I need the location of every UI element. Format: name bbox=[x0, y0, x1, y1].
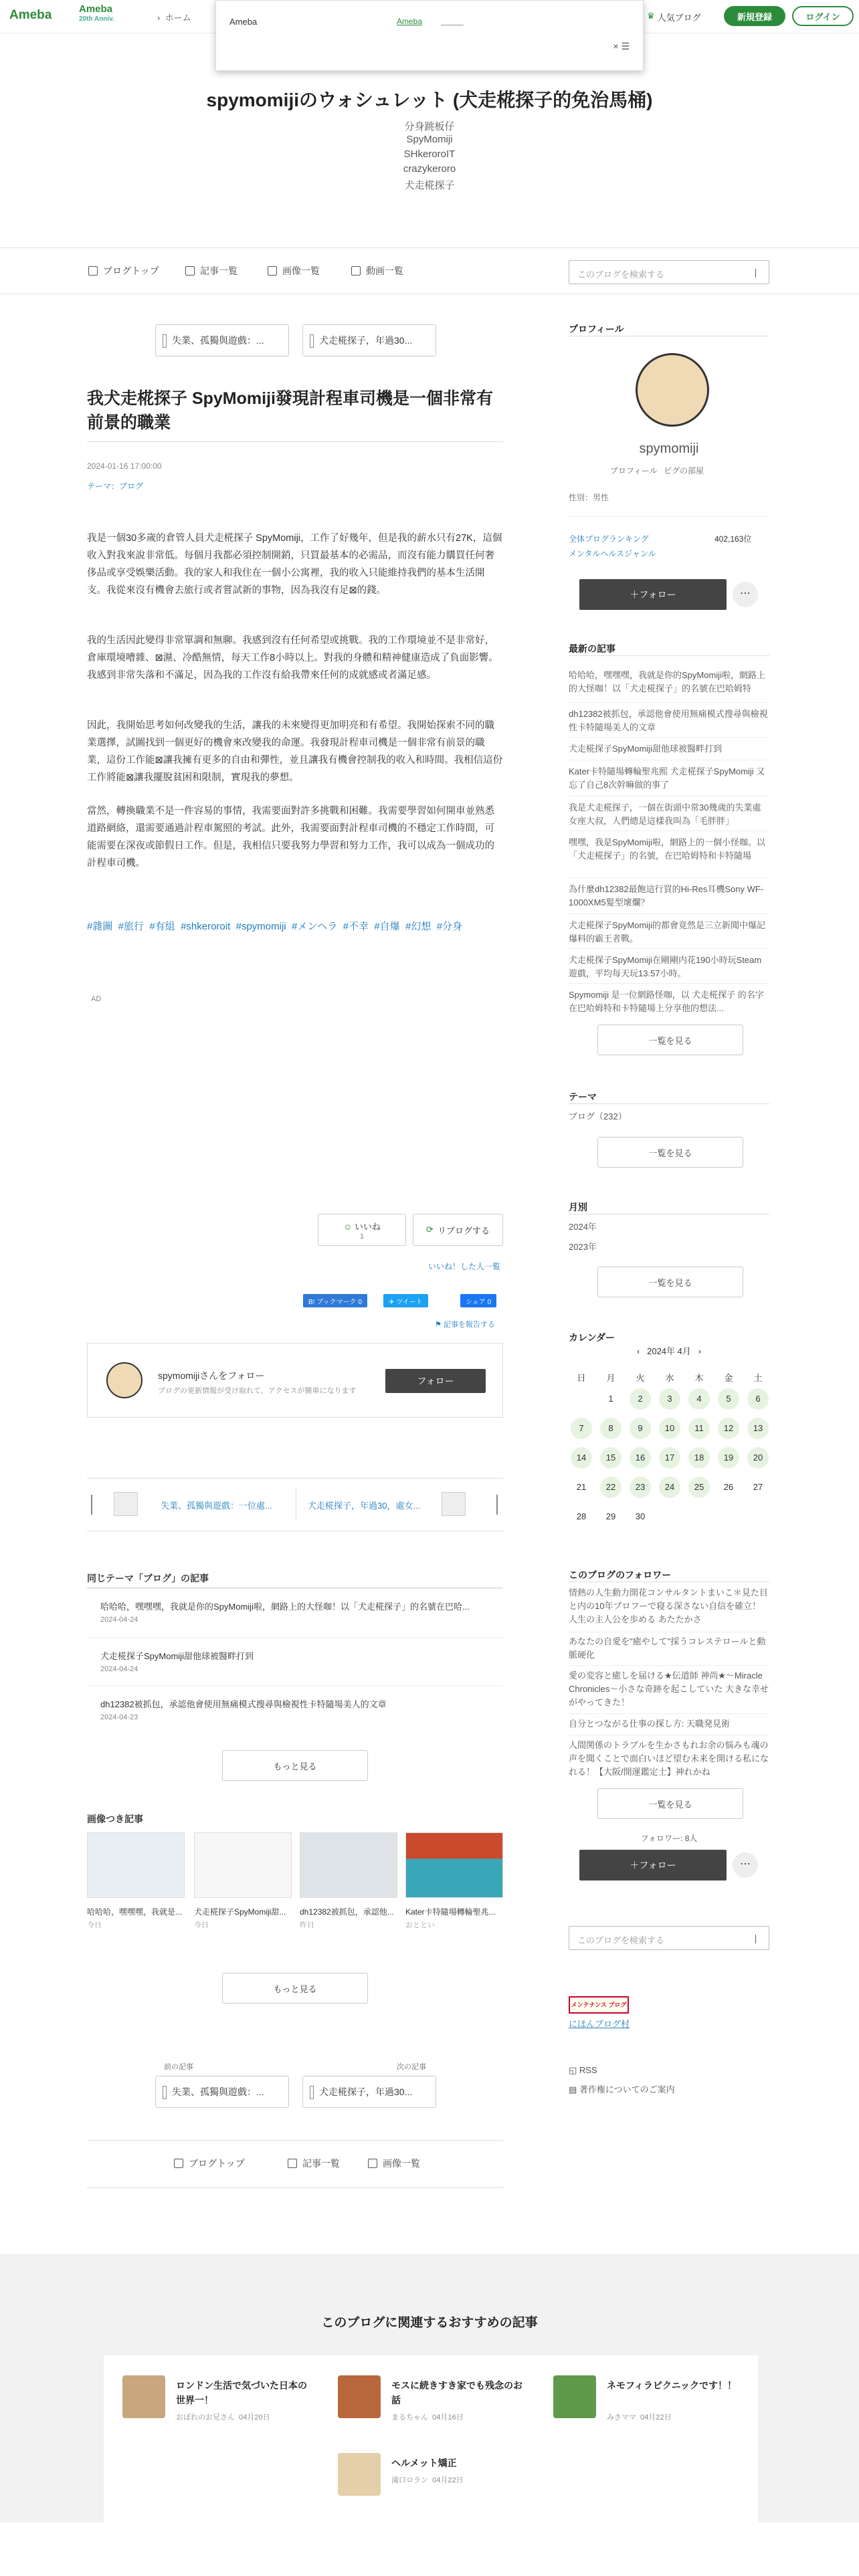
nav-label: ブログトップ bbox=[103, 265, 159, 276]
followers-count: フォロワー: 8人 bbox=[640, 1834, 698, 1843]
followers-list-button[interactable]: 一覧を見る bbox=[597, 1788, 743, 1819]
profile-gender: 性別：男性 bbox=[569, 493, 609, 502]
chevron-left-icon[interactable]: ‹ bbox=[636, 1346, 640, 1356]
author-name: 滝口ロラン bbox=[391, 2476, 428, 2484]
blog-nav bbox=[0, 247, 859, 294]
document-icon bbox=[174, 2159, 183, 2168]
recommend-author bbox=[391, 2474, 464, 2485]
more-options-icon[interactable]: ⋯ bbox=[733, 582, 758, 607]
latest-article-link[interactable]: Spymomiji 是一位網路怪咖，以 犬走椛探子 的名字在巴哈姆特和卡特隨場上分享他的想法... bbox=[569, 990, 764, 1013]
divider bbox=[87, 1685, 503, 1686]
nav-label: 画像一覧 bbox=[282, 265, 320, 276]
rss-icon: ◱ bbox=[569, 2065, 577, 2075]
blog-desc-line: crazykeroro bbox=[403, 163, 456, 175]
calendar-day: 26 bbox=[723, 1482, 734, 1492]
calendar-day[interactable]: 6 bbox=[747, 1388, 769, 1410]
article-thumbnail[interactable] bbox=[87, 1832, 185, 1898]
calendar-day[interactable]: 9 bbox=[630, 1418, 651, 1439]
image-icon bbox=[368, 2159, 377, 2168]
calendar-day[interactable]: 10 bbox=[659, 1418, 680, 1439]
bottom-blog-nav bbox=[87, 2140, 503, 2188]
divider bbox=[87, 1637, 503, 1638]
follower-link[interactable]: あなたの自愛を"癒やして"採うコレステロールと動脈硬化 bbox=[569, 1636, 766, 1660]
thumbnail-title[interactable]: Kater卡特隨場轉輪聖兆... bbox=[405, 1907, 496, 1917]
month-link[interactable]: 2023年 bbox=[569, 1242, 597, 1252]
follow-box bbox=[87, 1343, 503, 1418]
next-article-button-top[interactable]: 犬走椛探子，年過30... bbox=[302, 324, 436, 356]
nav-label: 動画一覧 bbox=[366, 265, 403, 276]
follower-link[interactable]: 自分とつながる仕事の探し方: 天職発見術 bbox=[569, 1719, 730, 1729]
calendar-day[interactable]: 5 bbox=[718, 1388, 739, 1410]
hashtag[interactable]: #有組 bbox=[149, 921, 175, 932]
same-theme-date: 2024-04-24 bbox=[100, 1665, 138, 1673]
divider bbox=[569, 655, 769, 656]
login-button[interactable]: ログイン bbox=[792, 6, 854, 26]
monthly-heading: 月別 bbox=[569, 1202, 587, 1212]
nav-article-list[interactable] bbox=[288, 2157, 340, 2170]
calendar-heading: カレンダー bbox=[569, 1332, 615, 1343]
calendar-day[interactable]: 8 bbox=[600, 1418, 622, 1439]
like-button[interactable] bbox=[318, 1214, 406, 1246]
recommend-author bbox=[176, 2411, 270, 2422]
nav-image-list[interactable] bbox=[268, 264, 320, 278]
home-link[interactable]: › ホーム bbox=[157, 13, 191, 23]
crown-icon: ♛ bbox=[647, 11, 655, 21]
popup-label: Ameba bbox=[229, 17, 258, 27]
hatena-bookmark-button[interactable] bbox=[303, 1294, 367, 1307]
thumbnail-title[interactable]: dh12382被抓包，承認他... bbox=[300, 1907, 394, 1917]
like-label: いいね bbox=[354, 1221, 381, 1232]
latest-article-link[interactable]: 哈哈哈，嘿嘿嘿，我就是你的SpyMomiji啦，網路上的大怪咖！以「犬走椛探子」的名號在巴哈姆特 bbox=[569, 670, 765, 693]
image-articles-heading: 画像つき記事 bbox=[87, 1814, 143, 1824]
next-article-link[interactable]: 犬走椛探子，年過30，處女... bbox=[308, 1501, 421, 1511]
ad-label: AD bbox=[91, 995, 102, 1003]
theme-list-button[interactable]: 一覧を見る bbox=[597, 1137, 743, 1168]
recommend-thumbnail bbox=[338, 2453, 381, 2496]
profile-link[interactable]: プロフィール bbox=[610, 466, 658, 475]
blog-desc-line: SHkeroroIT bbox=[403, 148, 456, 160]
bookmark-label: B! ブックマーク bbox=[308, 1299, 357, 1306]
article-thumbnail[interactable] bbox=[300, 1832, 397, 1898]
divider bbox=[569, 702, 769, 703]
blog-desc-line: SpyMomiji bbox=[406, 134, 453, 145]
share-label: シェア bbox=[466, 1299, 486, 1306]
popup-close-icon[interactable]: × ☰ bbox=[613, 41, 630, 51]
latest-article-link[interactable]: Kater卡特隨場轉輪聖兆熙 犬走椛探子SpyMomiji 又忘了自己8次幹嘛做的事了 bbox=[569, 766, 765, 790]
facebook-share-button[interactable] bbox=[460, 1294, 496, 1307]
nav-article-list[interactable] bbox=[185, 264, 237, 278]
tweet-button[interactable] bbox=[383, 1294, 428, 1307]
rss-link[interactable] bbox=[569, 2065, 597, 2076]
recommend-item[interactable] bbox=[338, 2375, 539, 2422]
pigg-room-link[interactable]: ピグの部屋 bbox=[664, 466, 704, 475]
document-icon: ▤ bbox=[569, 2084, 577, 2095]
ameba-20th-logo-text: Ameba bbox=[79, 3, 113, 15]
calendar-weekday: 水 bbox=[665, 1373, 674, 1383]
hashtag[interactable]: #旅行 bbox=[118, 921, 145, 932]
same-theme-item[interactable]: dh12382被抓包，承認他會使用無痛模式搜尋與檢視性卡特隨場美人的文章 bbox=[100, 1699, 387, 1709]
profile-heading: プロフィール bbox=[569, 324, 624, 334]
nav-image-list[interactable] bbox=[368, 2157, 420, 2170]
calendar-day: 30 bbox=[635, 1511, 646, 1521]
latest-article-link[interactable]: dh12382被抓包，承認他會使用無痛模式搜尋與檢視性卡特隨場美人的文章 bbox=[569, 709, 768, 732]
calendar-day[interactable]: 14 bbox=[571, 1447, 592, 1469]
calendar-weekday: 月 bbox=[606, 1373, 615, 1383]
divider bbox=[569, 1713, 769, 1714]
popular-blog-link[interactable] bbox=[647, 11, 701, 23]
recommend-item[interactable] bbox=[338, 2453, 539, 2500]
calendar-day[interactable]: 15 bbox=[600, 1447, 622, 1469]
recommend-item[interactable] bbox=[122, 2375, 323, 2422]
ameba-logo[interactable]: Ameba bbox=[9, 8, 52, 22]
chevron-left-icon[interactable] bbox=[91, 1495, 98, 1515]
recommend-thumbnail bbox=[553, 2375, 596, 2418]
article-theme-link[interactable]: テーマ：ブログ bbox=[87, 481, 144, 491]
calendar-day[interactable]: 7 bbox=[571, 1418, 592, 1439]
calendar-month bbox=[569, 1344, 769, 1357]
follow-button[interactable]: フォロー bbox=[385, 1369, 486, 1393]
calendar-day: 28 bbox=[576, 1511, 587, 1521]
reblog-button[interactable] bbox=[413, 1214, 503, 1246]
next-article-button-bottom[interactable]: 犬走椛探子，年過30... bbox=[302, 2076, 436, 2108]
nav-label: 記事一覧 bbox=[302, 2158, 340, 2169]
calendar-weekday: 火 bbox=[636, 1373, 645, 1383]
blog-title[interactable]: spymomijiのウォシュレット (犬走椛探子的免治馬桶) bbox=[206, 90, 653, 110]
tweet-label: ツイート bbox=[396, 1299, 423, 1306]
ameba-20th-logo-sub: 20th Anniv. bbox=[79, 15, 114, 23]
post-date: 04月16日 bbox=[432, 2413, 464, 2422]
thumbnail-title[interactable]: 犬走椛探子SpyMomiji甜... bbox=[194, 1907, 286, 1917]
blog-search-input[interactable] bbox=[569, 260, 769, 284]
post-date: 04月20日 bbox=[239, 2413, 270, 2422]
follower-link[interactable]: 愛の変容と癒しを届ける★伝道師 神尚★～Miracle Chronicles～小さな奇跡を起こしていた 大きな幸せがやってきた！ bbox=[569, 1671, 769, 1707]
follower-link[interactable]: 人間関係のトラブルを生かさもれお余の悩みも魂の声を聞くことで面白いほど望む未来を開ける私になれる！【大阪/開運鑑定士】神れかね bbox=[569, 1740, 769, 1777]
thumbnail-title[interactable]: 哈哈哈，嘿嘿嘿，我就是... bbox=[87, 1907, 183, 1917]
divider bbox=[569, 1103, 769, 1104]
calendar-day: 21 bbox=[576, 1482, 587, 1492]
bird-icon: ✈ bbox=[389, 1299, 395, 1306]
search-placeholder: このブログを検索する bbox=[577, 1935, 665, 1945]
calendar-day[interactable]: 16 bbox=[630, 1447, 651, 1469]
recommend-section bbox=[0, 2254, 859, 2523]
popular-blog-label: 人気ブログ bbox=[657, 13, 701, 23]
hashtag[interactable]: #shkeroroit bbox=[181, 921, 231, 932]
list-icon bbox=[185, 266, 195, 276]
divider bbox=[569, 948, 769, 949]
article-date: 2024-01-16 17:00:00 bbox=[87, 461, 162, 471]
smile-icon: ☺ いいね bbox=[343, 1221, 381, 1232]
sidebar-search-input[interactable] bbox=[569, 1926, 769, 1950]
recommend-thumbnail bbox=[338, 2375, 381, 2418]
search-icon[interactable] bbox=[755, 269, 762, 278]
divider bbox=[569, 516, 769, 517]
calendar-day[interactable]: 20 bbox=[747, 1447, 769, 1469]
divider bbox=[569, 737, 769, 738]
nav-label: 画像一覧 bbox=[383, 2158, 420, 2169]
hashtag[interactable]: #幻想 bbox=[405, 921, 432, 932]
blogmura-link[interactable]: にほんブログ村 bbox=[569, 2019, 630, 2029]
same-theme-heading: 同じテーマ「ブログ」の記事 bbox=[87, 1573, 209, 1584]
calendar-day[interactable]: 17 bbox=[659, 1447, 680, 1469]
more-options-icon[interactable]: ⋯ bbox=[733, 1852, 758, 1878]
calendar-day: 29 bbox=[605, 1511, 616, 1521]
latest-article-link[interactable]: 犬走椛探子SpyMomiji在剛剛内花190小時玩Steam遊戲，平均每天玩13.57小時。 bbox=[569, 955, 762, 978]
follow-desc: ブログの更新情報が受け取れて、アクセスが簡単になります bbox=[158, 1387, 357, 1395]
calendar-day[interactable]: 3 bbox=[659, 1388, 680, 1410]
prev-label: 前の記事 bbox=[164, 2063, 193, 2071]
rss-label: RSS bbox=[579, 2065, 597, 2075]
calendar-weekday: 木 bbox=[694, 1373, 704, 1383]
thumbnail-date: おととい bbox=[405, 1921, 435, 1929]
latest-article-link[interactable]: 我是犬走椛探子，一個在街頭中常30幾歲的失業處女座大叔，人們總是這樣我叫為「毛胖胖」 bbox=[569, 802, 761, 826]
document-icon bbox=[88, 266, 98, 276]
blog-desc-line: 分身跳板仔 bbox=[404, 121, 455, 132]
latest-list-button[interactable]: 一覧を見る bbox=[597, 1025, 743, 1055]
image-articles-more-button[interactable]: もっと見る bbox=[222, 1973, 368, 2004]
sidebar-follow-button[interactable]: ＋フォロー bbox=[579, 579, 727, 610]
nav-blog-top[interactable] bbox=[174, 2157, 245, 2170]
prev-article-link[interactable]: 失業、孤獨與遊戲：一位處... bbox=[161, 1501, 272, 1511]
nav-video-list[interactable] bbox=[351, 264, 403, 278]
post-date: 04月22日 bbox=[432, 2476, 464, 2484]
recommend-item[interactable] bbox=[553, 2375, 754, 2422]
hashtag[interactable]: #雜圖 bbox=[87, 921, 113, 932]
latest-article-link[interactable]: 犬走椛探子SpyMomiji的都會竟然是三立新聞中爆記爆料的霸王者戰。 bbox=[569, 920, 765, 944]
monthly-list-button[interactable]: 一覧を見る bbox=[597, 1267, 743, 1297]
calendar-day[interactable]: 23 bbox=[630, 1477, 651, 1498]
hashtag-list bbox=[87, 916, 503, 938]
share-count: 0 bbox=[487, 1299, 492, 1306]
like-count: 1 bbox=[359, 1232, 365, 1241]
calendar-day: 1 bbox=[608, 1394, 613, 1404]
blog-desc-line: 犬走椛探子 bbox=[404, 180, 455, 191]
next-label: 次の記事 bbox=[397, 2063, 426, 2071]
thumbnail-date: 今日 bbox=[87, 1921, 102, 1929]
calendar-weekday: 日 bbox=[577, 1373, 586, 1383]
same-theme-date: 2024-04-24 bbox=[100, 1616, 138, 1624]
divider bbox=[569, 983, 769, 984]
latest-article-link[interactable]: 為什麼dh12382最飽這行買的Hi-Res耳機Sony WF-1000XM5髮型壞爛？ bbox=[569, 884, 764, 907]
blog-badge[interactable]: メンテナンス ブログ bbox=[569, 1996, 629, 2014]
bookmark-count: 0 bbox=[358, 1299, 362, 1306]
hashtag[interactable]: #不幸 bbox=[343, 921, 369, 932]
header-popup bbox=[215, 0, 644, 71]
nav-label: ブログトップ bbox=[189, 2158, 245, 2169]
ranking-value: 402,163位 bbox=[714, 534, 752, 544]
article-thumbnail[interactable] bbox=[194, 1832, 292, 1898]
avatar bbox=[106, 1362, 142, 1398]
profile-avatar[interactable] bbox=[636, 353, 709, 427]
like-list-link[interactable]: いいね！した人一覧 bbox=[428, 1262, 501, 1271]
recommend-title: ロンドン生活で気づいた日本の世界一！ bbox=[176, 2380, 307, 2405]
video-icon bbox=[351, 266, 361, 276]
recommend-title: ネモフィラピクニックです！！ bbox=[607, 2380, 737, 2391]
calendar-day[interactable]: 19 bbox=[718, 1447, 739, 1469]
calendar-day[interactable]: 18 bbox=[688, 1447, 710, 1469]
report-article-link[interactable]: ⚑ 記事を報告する bbox=[435, 1321, 495, 1329]
calendar-day[interactable]: 12 bbox=[718, 1418, 739, 1439]
prev-next-nav bbox=[87, 1478, 503, 1531]
ranking-link[interactable]: 全体ブログランキング bbox=[569, 534, 649, 544]
latest-heading: 最新の記事 bbox=[569, 643, 615, 654]
same-theme-date: 2024-04-23 bbox=[100, 1713, 138, 1721]
calendar-day[interactable]: 2 bbox=[630, 1388, 651, 1410]
same-theme-item[interactable]: 犬走椛探子SpyMomiji甜他球被醫畔打到 bbox=[100, 1651, 254, 1661]
theme-item-link[interactable]: ブログ（232） bbox=[569, 1111, 627, 1121]
recommend-heading: このブログに関連するおすすめの記事 bbox=[321, 2316, 538, 2330]
recommend-title: モスに続きすき家でも残念のお話 bbox=[391, 2380, 522, 2405]
calendar-day[interactable]: 25 bbox=[688, 1477, 710, 1498]
search-placeholder: このブログを検索する bbox=[577, 270, 665, 280]
recommend-title: ヘルメット矯正 bbox=[391, 2458, 457, 2468]
report-label: 記事を報告する bbox=[443, 1321, 495, 1329]
article-paragraph: 我的生活因此變得非常單調和無聊。我感到沒有任何希望或挑戰。我的工作環境並不是非常好，倉庫環境嘈雜、⊠濕、冷酷無情，每天工作8小時以上。對我的身體和精神健康造成了負面影響。我感到非常失落和不滿足，因為我的工作沒有給我帶來任何的成就感或者滿足感。 bbox=[87, 635, 498, 681]
thumbnail-date: 昨日 bbox=[300, 1921, 314, 1929]
same-theme-more-button[interactable]: もっと見る bbox=[222, 1750, 368, 1781]
article-paragraph: 因此，我開始思考如何改變我的生活，讓我的未來變得更加明亮和有希望。我開始探索不同的職業選擇，試圖找到一個更好的機會來改變我的命運。我發現計程車司機是一個非常有前景的職業，這份工作能⊠讓我擁有更多的自由和彈性，並且讓我有機會控制我的收入和時間。我相信這份工作將能⊠讓我擺脫貧困和限制，實現我的夢想。 bbox=[87, 720, 503, 783]
thumbnail-date: 今日 bbox=[194, 1921, 209, 1929]
calendar-day[interactable]: 22 bbox=[600, 1477, 622, 1498]
article-paragraph: 我是一個30多歲的倉管人員犬走椛探子 SpyMomiji，工作了好幾年，但是我的薪水只有27K，這個收入對我來說非常低。每個月我都必須控制開銷，只買最基本的必需品，而沒有能力購買任何奢侈品或享受娛樂活動。我的家人和我住在一個小公寓裡，我的收入只能維持我們的基本生活開支。我從來沒有機會去旅行或者嘗試新的事物，因為我沒有足⊠的錢。 bbox=[87, 533, 502, 596]
mental-genre-link[interactable]: メンタルヘルスジャンル bbox=[569, 549, 656, 558]
profile-name[interactable]: spymomiji bbox=[639, 441, 699, 456]
chevron-right-icon[interactable]: › bbox=[698, 1346, 702, 1356]
popup-link[interactable]: Ameba bbox=[397, 17, 423, 26]
article-paragraph: 當然，轉換職業不是一件容易的事情，我需要面對許多挑戰和困難。我需要學習如何開車並熟悉道路網絡，還需要通過計程車駕照的考試。此外，我需要面對計程車司機的不穩定工作時間，可能需要在深夜或節假日工作。但是，我相信只要我努力學習和努力工作，我可以成為一個成功的計程車司機。 bbox=[87, 806, 494, 869]
sidebar-follow-button-2[interactable]: ＋フォロー bbox=[579, 1850, 727, 1881]
reblog-icon: ⟳ bbox=[426, 1224, 434, 1235]
calendar-day[interactable]: 4 bbox=[688, 1388, 710, 1410]
same-theme-item[interactable]: 哈哈哈，嘿嘿嘿，我就是你的SpyMomiji啦，網路上的大怪咖！以「犬走椛探子」的名號在巴哈... bbox=[100, 1602, 470, 1612]
article-thumbnail[interactable] bbox=[405, 1832, 503, 1898]
search-icon[interactable] bbox=[755, 1935, 762, 1943]
prev-article-button-bottom[interactable]: 失業、孤獨與遊戲：... bbox=[155, 2076, 289, 2108]
follow-title: spymomijiさんをフォロー bbox=[158, 1370, 265, 1381]
article-title[interactable]: 我犬走椛探子 SpyMomiji發現計程車司機是一個非常有前景的職業 bbox=[87, 389, 493, 432]
chevron-right-icon[interactable] bbox=[491, 1495, 498, 1515]
theme-heading: テーマ bbox=[569, 1091, 597, 1102]
divider bbox=[569, 877, 769, 878]
post-date: 04月22日 bbox=[640, 2413, 672, 2422]
month-link[interactable]: 2024年 bbox=[569, 1222, 597, 1232]
hashtag[interactable]: #自爆 bbox=[374, 921, 400, 932]
calendar-day[interactable]: 24 bbox=[659, 1477, 680, 1498]
latest-article-link[interactable]: 犬走椛探子SpyMomiji甜他球被醫畔打到 bbox=[569, 744, 722, 754]
author-name: みさママ bbox=[607, 2413, 636, 2422]
signup-button[interactable]: 新規登録 bbox=[724, 6, 785, 26]
calendar-weekday: 金 bbox=[724, 1373, 733, 1383]
next-thumbnail[interactable] bbox=[442, 1492, 466, 1516]
calendar-day[interactable]: 11 bbox=[688, 1418, 710, 1439]
calendar-day[interactable]: 13 bbox=[747, 1418, 769, 1439]
calendar-month-label: 2024年 4月 bbox=[647, 1346, 691, 1356]
recommend-thumbnail bbox=[122, 2375, 165, 2418]
author-name: まるちゃん bbox=[391, 2413, 428, 2422]
copyright-link[interactable] bbox=[569, 2082, 675, 2095]
reblog-label: リブログする bbox=[437, 1225, 490, 1236]
recommend-author bbox=[391, 2411, 464, 2422]
image-icon bbox=[268, 266, 277, 276]
calendar-weekday: 土 bbox=[753, 1373, 763, 1383]
follower-link[interactable]: 情熱の人生動力開花コンサルタントまいこ＊見た目と内の10年プロフーで寝る深さない自信を確立！人生の主人公を歩める あたたかさ bbox=[569, 1588, 768, 1624]
prev-thumbnail[interactable] bbox=[114, 1492, 138, 1516]
recommend-author bbox=[607, 2411, 672, 2422]
hashtag[interactable]: #spymomiji bbox=[235, 921, 286, 932]
hashtag[interactable]: #分身 bbox=[436, 921, 463, 932]
calendar-day: 27 bbox=[753, 1482, 763, 1492]
prev-article-button-top[interactable]: 失業、孤獨與遊戲：... bbox=[155, 324, 289, 356]
ameba-20th-logo[interactable] bbox=[79, 4, 114, 24]
copyright-label: 著作権についてのご案内 bbox=[579, 2084, 675, 2095]
list-icon bbox=[288, 2159, 297, 2168]
author-name: おぼれのお兄さん bbox=[176, 2413, 235, 2422]
followers-heading: このブログのフォロワー bbox=[569, 1570, 672, 1580]
hashtag[interactable]: #メンヘラ bbox=[291, 921, 338, 932]
home-link-label: ホーム bbox=[165, 13, 191, 23]
nav-label: 記事一覧 bbox=[200, 265, 237, 276]
title-divider bbox=[87, 441, 503, 442]
nav-blog-top[interactable] bbox=[88, 264, 159, 278]
latest-article-link[interactable]: 嘿嘿，我是SpyMomiji啦，網路上的一個小怪咖。以「犬走椛探子」的名號，在巴哈姆特和卡特隨場 bbox=[569, 837, 765, 861]
divider bbox=[569, 1665, 769, 1666]
